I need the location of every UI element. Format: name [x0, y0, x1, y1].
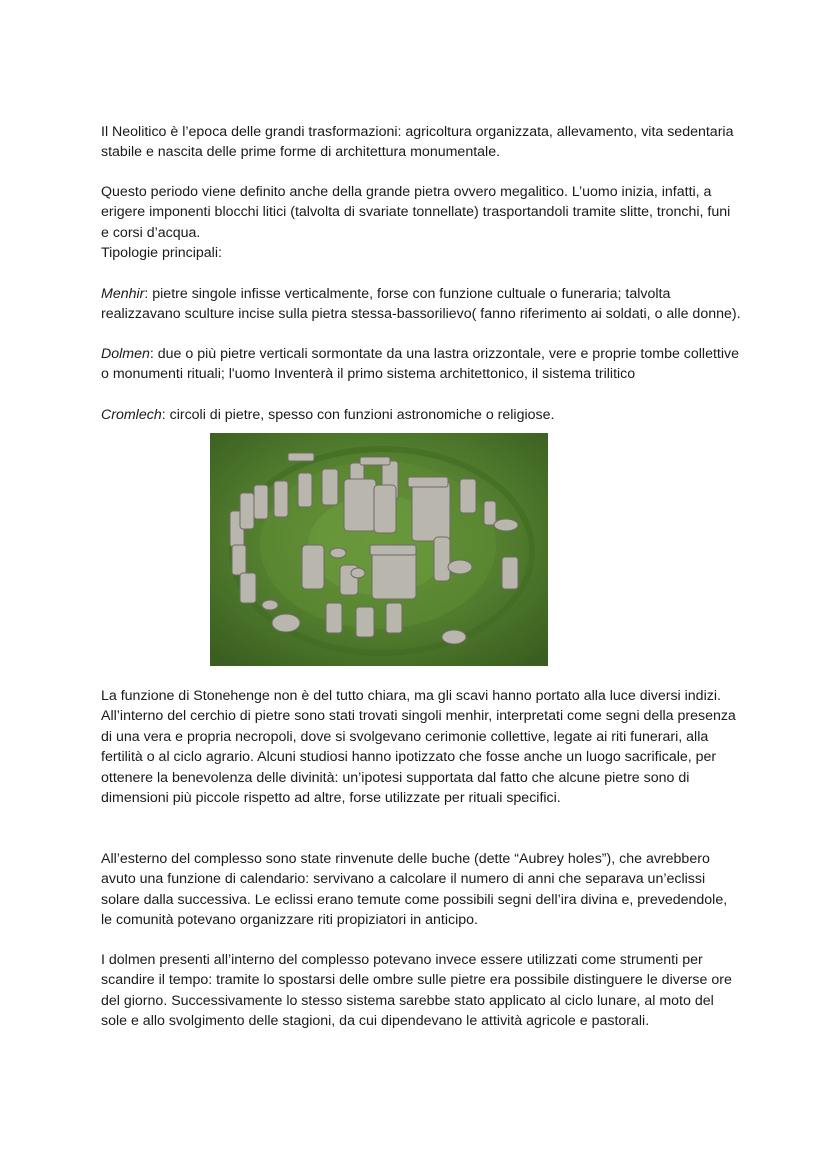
- stonehenge-function-paragraph: La funzione di Stonehenge non è del tutto chiara, ma gli scavi hanno portato alla luce diversi indizi. All’interno del cerchio di pietre sono stati trovati singoli menhir, interpretati come segni della presenza di una vera e propria necropoli, dove si svolgevano cerimonie collettive, legate ai riti funerari, alla fertilità o al ciclo agrario. Alcuni studiosi hanno ipotizzato che fosse anche un luogo sacrificale, per ottenere la benevolenza delle divinità: un’ipotesi supportata dal fatto che alcune pietre sono di dimensioni più piccole rispetto ad altre, forse utilizzate per rituali specifici.: [101, 688, 736, 807]
- intro-paragraph: Il Neolitico è l’epoca delle grandi trasformazioni: agricoltura organizzata, allevamento, vita sedentaria stabile e nascita delle prime forme di architettura monumentale.: [101, 124, 734, 161]
- aubrey-holes-paragraph: All’esterno del complesso sono state rinvenute delle buche (dette “Aubrey holes”), che avrebbero avuto una funzione di calendario: servivano a calcolare il numero di anni che separava un’eclissi solare dalla successiva. Le eclissi erano temute come possibili segni dell’ira divina e, prevedendole, le comunità potevano organizzare riti propiziatori in anticipo.: [101, 851, 728, 929]
- cromlech-definition: [101, 405, 741, 425]
- dolmen-calendar-paragraph: I dolmen presenti all’interno del complesso potevano invece essere utilizzati come strumenti per scandire il tempo: tramite lo spostarsi delle ombre sulle pietre era possibile distinguere le diverse ore del giorno. Successivamente lo stesso sistema sarebbe stato applicato al ciclo lunare, al moto del sole e allo svolgimento delle stagioni, da cui dipendevano le attività agricole e pastorali.: [101, 952, 732, 1030]
- dolmen-definition: [101, 344, 741, 385]
- menhir-definition: [101, 284, 741, 325]
- dolmen-term: Dolmen: [101, 346, 150, 362]
- menhir-text: : pietre singole infisse verticalmente, forse con funzione cultuale o funeraria; talvolta realizzavano sculture incise sulla pietra stessa-bassorilievo( fanno riferimento ai soldati, o alle donne).: [101, 286, 741, 323]
- megalithic-paragraph: Questo periodo viene definito anche della grande pietra ovvero megalitico. L’uomo inizia, infatti, a erigere imponenti blocchi litici (talvolta di svariate tonnellate) trasportandoli tramite slitte, tronchi, funi e corsi d’acqua.: [101, 184, 731, 241]
- cromlech-term: Cromlech: [101, 407, 162, 423]
- menhir-term: Menhir: [101, 286, 145, 302]
- types-heading: Tipologie principali:: [101, 245, 222, 261]
- stonehenge-photo: [210, 433, 548, 666]
- cromlech-text: : circoli di pietre, spesso con funzioni astronomiche o religiose.: [161, 407, 555, 423]
- dolmen-text: : due o più pietre verticali sormontate da una lastra orizzontale, vere e proprie tombe collettive o monumenti rituali; l'uomo Inventerà il primo sistema architettonico, il sistema trilitico: [101, 346, 739, 383]
